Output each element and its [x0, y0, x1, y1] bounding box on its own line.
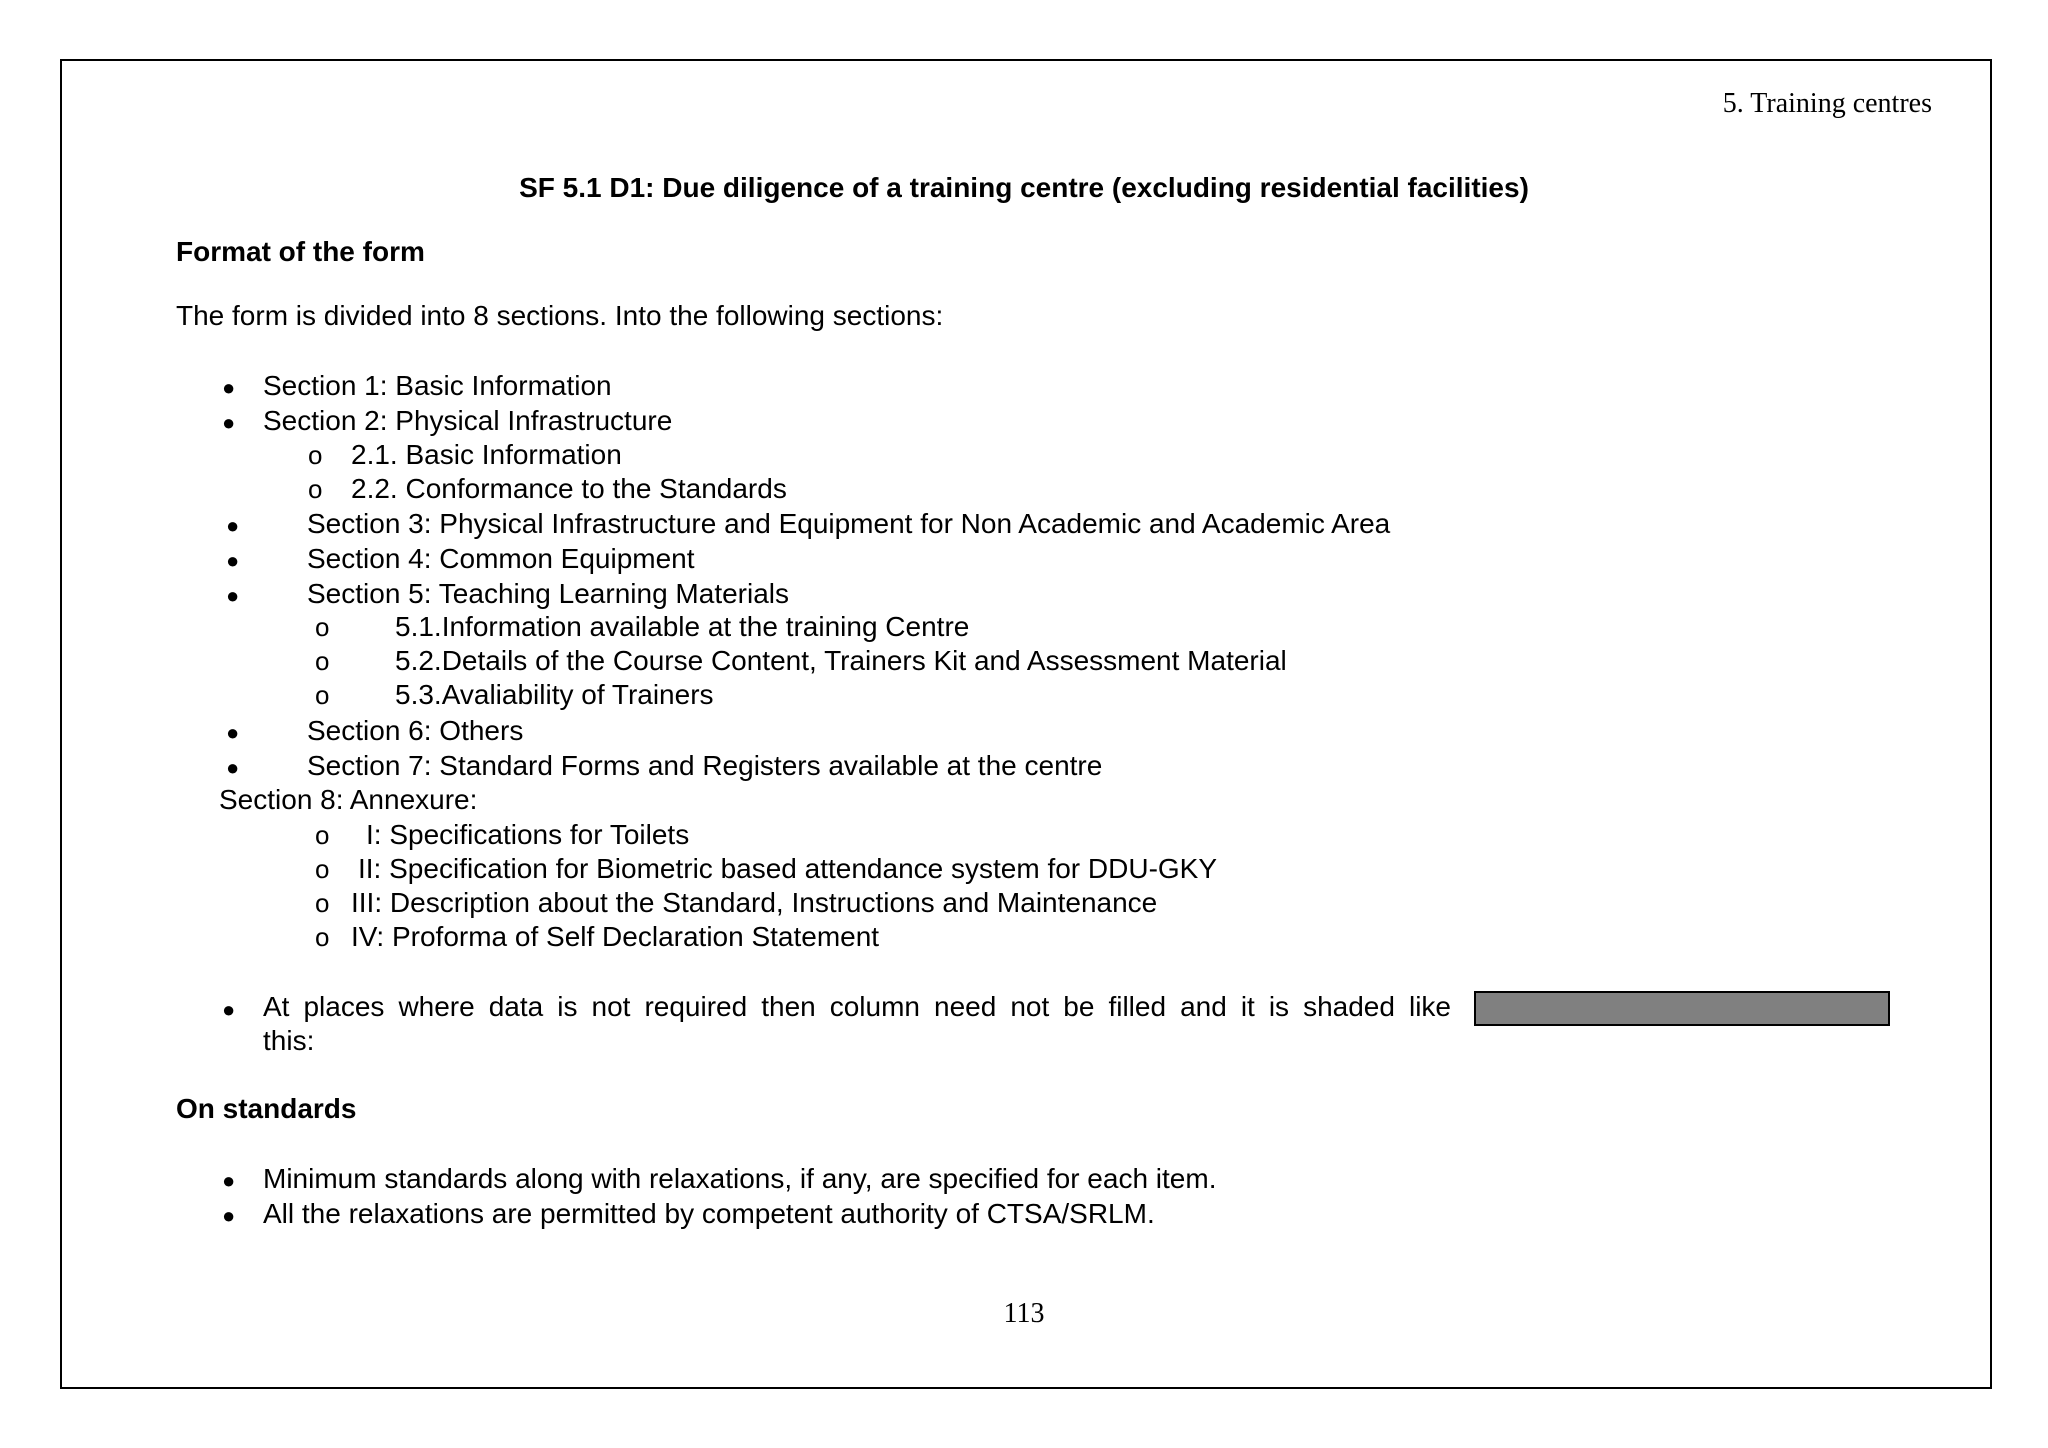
list-item-section-5-1: 5.1.Information available at the training Centre: [395, 611, 970, 642]
list-item-annex-3: III: Description about the Standard, Instructions and Maintenance: [351, 887, 1158, 918]
circle-bullet-icon: o: [308, 474, 323, 504]
list-item-section-5-3: 5.3.Avaliability of Trainers: [395, 679, 714, 710]
shading-note-line-2: this:: [263, 1025, 315, 1056]
list-item-section-4: Section 4: Common Equipment: [307, 543, 695, 574]
list-item-section-2-2: 2.2. Conformance to the Standards: [351, 473, 787, 504]
circle-bullet-icon: o: [315, 612, 330, 642]
circle-bullet-icon: o: [315, 888, 330, 918]
bullet-icon: ●: [226, 720, 240, 745]
circle-bullet-icon: o: [308, 440, 323, 470]
list-item-annex-2: II: Specification for Biometric based attendance system for DDU-GKY: [358, 853, 1218, 884]
page-number: 113: [1003, 1298, 1045, 1329]
bullet-icon: ●: [226, 583, 240, 608]
list-item-section-2-1: 2.1. Basic Information: [351, 439, 622, 470]
list-item-section-1: Section 1: Basic Information: [263, 370, 612, 401]
shading-note-line-1: At places where data is not required then column need not be filled and it is shaded like: [263, 991, 1451, 1022]
standards-item-1: Minimum standards along with relaxations, if any, are specified for each item.: [263, 1163, 1217, 1194]
bullet-icon: ●: [226, 513, 240, 538]
circle-bullet-icon: o: [315, 820, 330, 850]
list-item-annex-4: IV: Proforma of Self Declaration Statement: [351, 921, 880, 952]
standards-item-2: All the relaxations are permitted by competent authority of CTSA/SRLM.: [263, 1198, 1155, 1229]
page-title: SF 5.1 D1: Due diligence of a training centre (excluding residential facilities): [519, 172, 1529, 203]
list-item-section-2: Section 2: Physical Infrastructure: [263, 405, 673, 436]
chapter-header: 5. Training centres: [1722, 88, 1932, 119]
list-item-section-3: Section 3: Physical Infrastructure and Equipment for Non Academic and Academic Area: [307, 508, 1391, 539]
bullet-icon: ●: [222, 375, 236, 400]
list-item-section-5-2: 5.2.Details of the Course Content, Trainers Kit and Assessment Material: [395, 645, 1287, 676]
list-item-annex-1: I: Specifications for Toilets: [366, 819, 690, 850]
circle-bullet-icon: o: [315, 922, 330, 952]
circle-bullet-icon: o: [315, 646, 330, 676]
format-heading: Format of the form: [176, 236, 425, 267]
bullet-icon: ●: [226, 548, 240, 573]
format-intro: The form is divided into 8 sections. Into the following sections:: [176, 300, 944, 331]
list-item-section-8: Section 8: Annexure:: [219, 784, 478, 815]
bullet-icon: ●: [222, 1168, 236, 1193]
standards-heading: On standards: [176, 1093, 357, 1124]
list-item-section-6: Section 6: Others: [307, 715, 524, 746]
bullet-icon: ●: [222, 410, 236, 435]
list-item-section-5: Section 5: Teaching Learning Materials: [307, 578, 790, 609]
circle-bullet-icon: o: [315, 854, 330, 884]
circle-bullet-icon: o: [315, 680, 330, 710]
bullet-icon: ●: [222, 1203, 236, 1228]
list-item-section-7: Section 7: Standard Forms and Registers available at the centre: [307, 750, 1103, 781]
shaded-sample-box: [1474, 991, 1890, 1026]
bullet-icon: ●: [222, 997, 236, 1022]
bullet-icon: ●: [226, 755, 240, 780]
